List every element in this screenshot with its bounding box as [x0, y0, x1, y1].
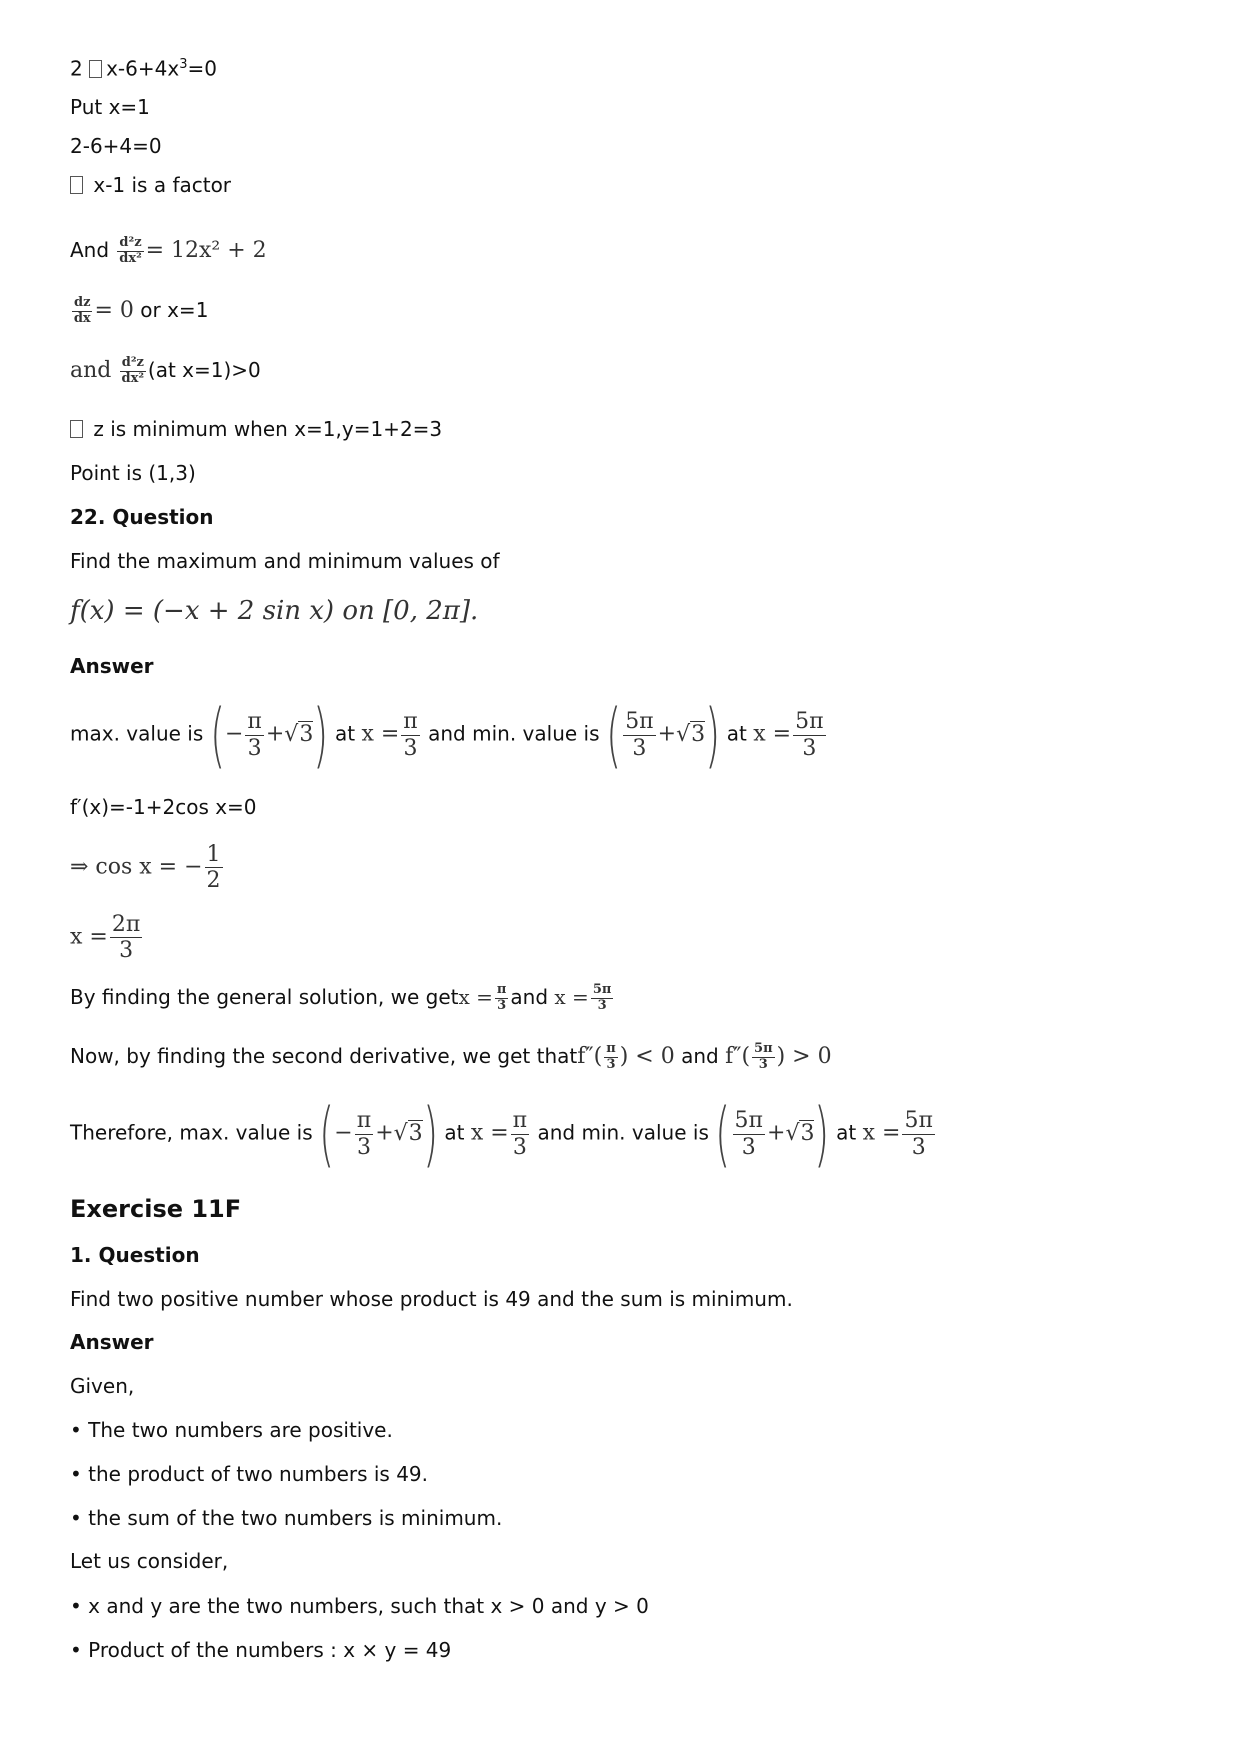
numerator: 5π — [734, 1108, 764, 1134]
fraction — [511, 1108, 529, 1160]
numerator: π — [496, 982, 507, 997]
math: x = — [458, 984, 493, 1009]
denominator: 3 — [758, 1056, 768, 1072]
question-heading: 22. Question — [70, 505, 214, 529]
list-item: • the product of two numbers is 49. — [70, 1462, 429, 1486]
fraction — [120, 356, 146, 387]
math: x = — [862, 1120, 901, 1146]
numerator: π — [356, 1108, 372, 1134]
equation-line — [70, 356, 261, 387]
left-paren: ( — [606, 694, 622, 776]
text-line: Given, — [70, 1374, 135, 1398]
exponent: 3 — [179, 57, 188, 72]
radicand: 3 — [800, 1120, 815, 1146]
denominator: dx — [73, 310, 91, 326]
text: and — [510, 984, 549, 1009]
denominator: 3 — [119, 938, 134, 964]
fraction — [355, 1108, 373, 1160]
math: − — [334, 1120, 353, 1146]
radicand: 3 — [408, 1120, 423, 1146]
numerator: 5π — [904, 1108, 933, 1134]
math: + — [265, 721, 285, 747]
text: and min. value is — [428, 721, 600, 746]
text: 2 — [70, 56, 90, 81]
right-paren: ) — [814, 1093, 830, 1175]
list-item: • Product of the numbers : x × y = 49 — [70, 1638, 452, 1662]
question-heading: 1. Question — [70, 1243, 200, 1267]
missing-glyph-icon — [70, 176, 83, 194]
equation-line — [70, 912, 144, 964]
text: x-1 is a factor — [87, 173, 232, 197]
math: x = — [554, 984, 589, 1009]
denominator: 3 — [632, 735, 647, 761]
fraction — [604, 1042, 618, 1073]
denominator: dx² — [121, 370, 145, 386]
text: and — [681, 1043, 719, 1068]
answer-label: Answer — [70, 654, 154, 678]
fraction — [117, 236, 143, 267]
left-paren: ( — [209, 694, 225, 776]
denominator: 3 — [356, 1134, 371, 1160]
numerator: 1 — [206, 842, 221, 867]
denominator: 3 — [802, 735, 817, 761]
numerator: 5π — [625, 709, 654, 735]
fraction — [401, 709, 419, 761]
fraction — [623, 709, 655, 761]
text: By finding the general solution, we get — [70, 984, 459, 1009]
fraction — [733, 1108, 765, 1160]
text-line: 2-6+4=0 — [70, 134, 162, 158]
list-item: • The two numbers are positive. — [70, 1418, 393, 1442]
numerator: π — [403, 709, 418, 735]
text: =0 — [187, 56, 217, 81]
denominator: 3 — [403, 735, 418, 761]
sqrt: √3 — [393, 1120, 423, 1146]
text: x-6+4x — [106, 56, 180, 81]
numerator: π — [512, 1108, 528, 1134]
question-prompt: Find two positive number whose product is 49 and the sum is minimum. — [70, 1287, 793, 1311]
denominator: 3 — [741, 1134, 756, 1160]
formula: f(x) = (−x + 2 sin x) on [0, 2π]. — [70, 596, 479, 626]
left-paren: ( — [319, 1093, 335, 1175]
text-line: Put x=1 — [70, 95, 150, 119]
numerator: 5π — [795, 709, 824, 735]
text: (at x=1)>0 — [147, 357, 261, 382]
fraction — [495, 983, 509, 1014]
sqrt: √3 — [284, 721, 314, 747]
conclusion-line — [70, 1093, 937, 1175]
math: = 0 — [94, 297, 134, 323]
text: And — [70, 237, 110, 262]
fraction — [110, 912, 142, 964]
question-prompt: Find the maximum and minimum values of — [70, 549, 500, 573]
fraction — [793, 709, 825, 761]
list-item: • x and y are the two numbers, such that x > 0 and y > 0 — [70, 1594, 649, 1618]
text: at — [726, 721, 747, 746]
fraction — [591, 983, 614, 1014]
text: max. value is — [70, 721, 204, 746]
numerator: 5π — [754, 1041, 773, 1056]
denominator: 3 — [497, 997, 507, 1013]
numerator: d²z — [119, 235, 142, 250]
math: x = — [70, 924, 108, 950]
equation-line — [70, 58, 217, 79]
math: f″( — [577, 1043, 603, 1069]
text-line — [70, 419, 442, 439]
numerator: π — [247, 709, 262, 735]
math: x = — [470, 1120, 509, 1146]
denominator: 2 — [206, 868, 221, 894]
general-solution-line — [70, 983, 615, 1014]
denominator: 3 — [911, 1134, 926, 1160]
math: ⇒ cos x = − — [70, 854, 203, 880]
text: and min. value is — [537, 1120, 709, 1145]
derivative-line: f′(x)=-1+2cos x=0 — [70, 795, 257, 819]
math: + — [767, 1120, 786, 1146]
text: Now, by finding the second derivative, we get that — [70, 1043, 578, 1068]
math: = 12x² + 2 — [145, 237, 267, 263]
text: at — [444, 1120, 465, 1145]
math: x = — [361, 721, 400, 747]
answer-line — [70, 694, 828, 776]
text-line — [70, 175, 231, 195]
fraction — [245, 709, 263, 761]
math: + — [375, 1120, 394, 1146]
denominator: 3 — [606, 1056, 616, 1072]
math: − — [224, 721, 244, 747]
math: + — [657, 721, 677, 747]
numerator: π — [606, 1041, 616, 1056]
denominator: 3 — [247, 735, 262, 761]
exercise-title: Exercise 11F — [70, 1195, 242, 1223]
text: Therefore, max. value is — [70, 1120, 313, 1145]
equation-line — [70, 842, 225, 894]
math: ) < 0 — [619, 1043, 675, 1069]
numerator: 5π — [592, 982, 612, 997]
equation-line — [70, 296, 208, 327]
fraction — [752, 1042, 775, 1073]
text: or x=1 — [133, 297, 209, 322]
list-item: • the sum of the two numbers is minimum. — [70, 1506, 503, 1530]
sqrt: √3 — [785, 1120, 815, 1146]
left-paren: ( — [715, 1093, 731, 1175]
math: f″( — [725, 1043, 751, 1069]
missing-glyph-icon — [70, 420, 83, 438]
math: ) > 0 — [776, 1043, 832, 1069]
equation-line — [70, 236, 267, 267]
text-line: Let us consider, — [70, 1549, 229, 1573]
sqrt: √3 — [676, 721, 706, 747]
second-derivative-line — [70, 1042, 832, 1073]
numerator: d²z — [121, 355, 144, 370]
text: at — [334, 721, 356, 746]
fraction — [205, 842, 223, 894]
denominator: 3 — [512, 1134, 527, 1160]
denominator: dx² — [119, 250, 142, 266]
missing-glyph-icon — [89, 60, 102, 78]
numerator: 2π — [111, 912, 141, 937]
math: x = — [753, 721, 792, 747]
text: at — [836, 1120, 857, 1145]
text: z is minimum when x=1,y=1+2=3 — [87, 417, 443, 441]
text-line: Point is (1,3) — [70, 461, 196, 485]
fraction — [72, 296, 92, 327]
radicand: 3 — [691, 721, 706, 747]
denominator: 3 — [597, 997, 607, 1013]
numerator: dz — [74, 295, 91, 310]
fraction — [902, 1108, 934, 1160]
radicand: 3 — [299, 721, 314, 747]
right-paren: ) — [705, 694, 721, 776]
answer-label: Answer — [70, 1330, 154, 1354]
right-paren: ) — [422, 1093, 438, 1175]
math: and — [70, 357, 112, 383]
right-paren: ) — [313, 694, 329, 776]
